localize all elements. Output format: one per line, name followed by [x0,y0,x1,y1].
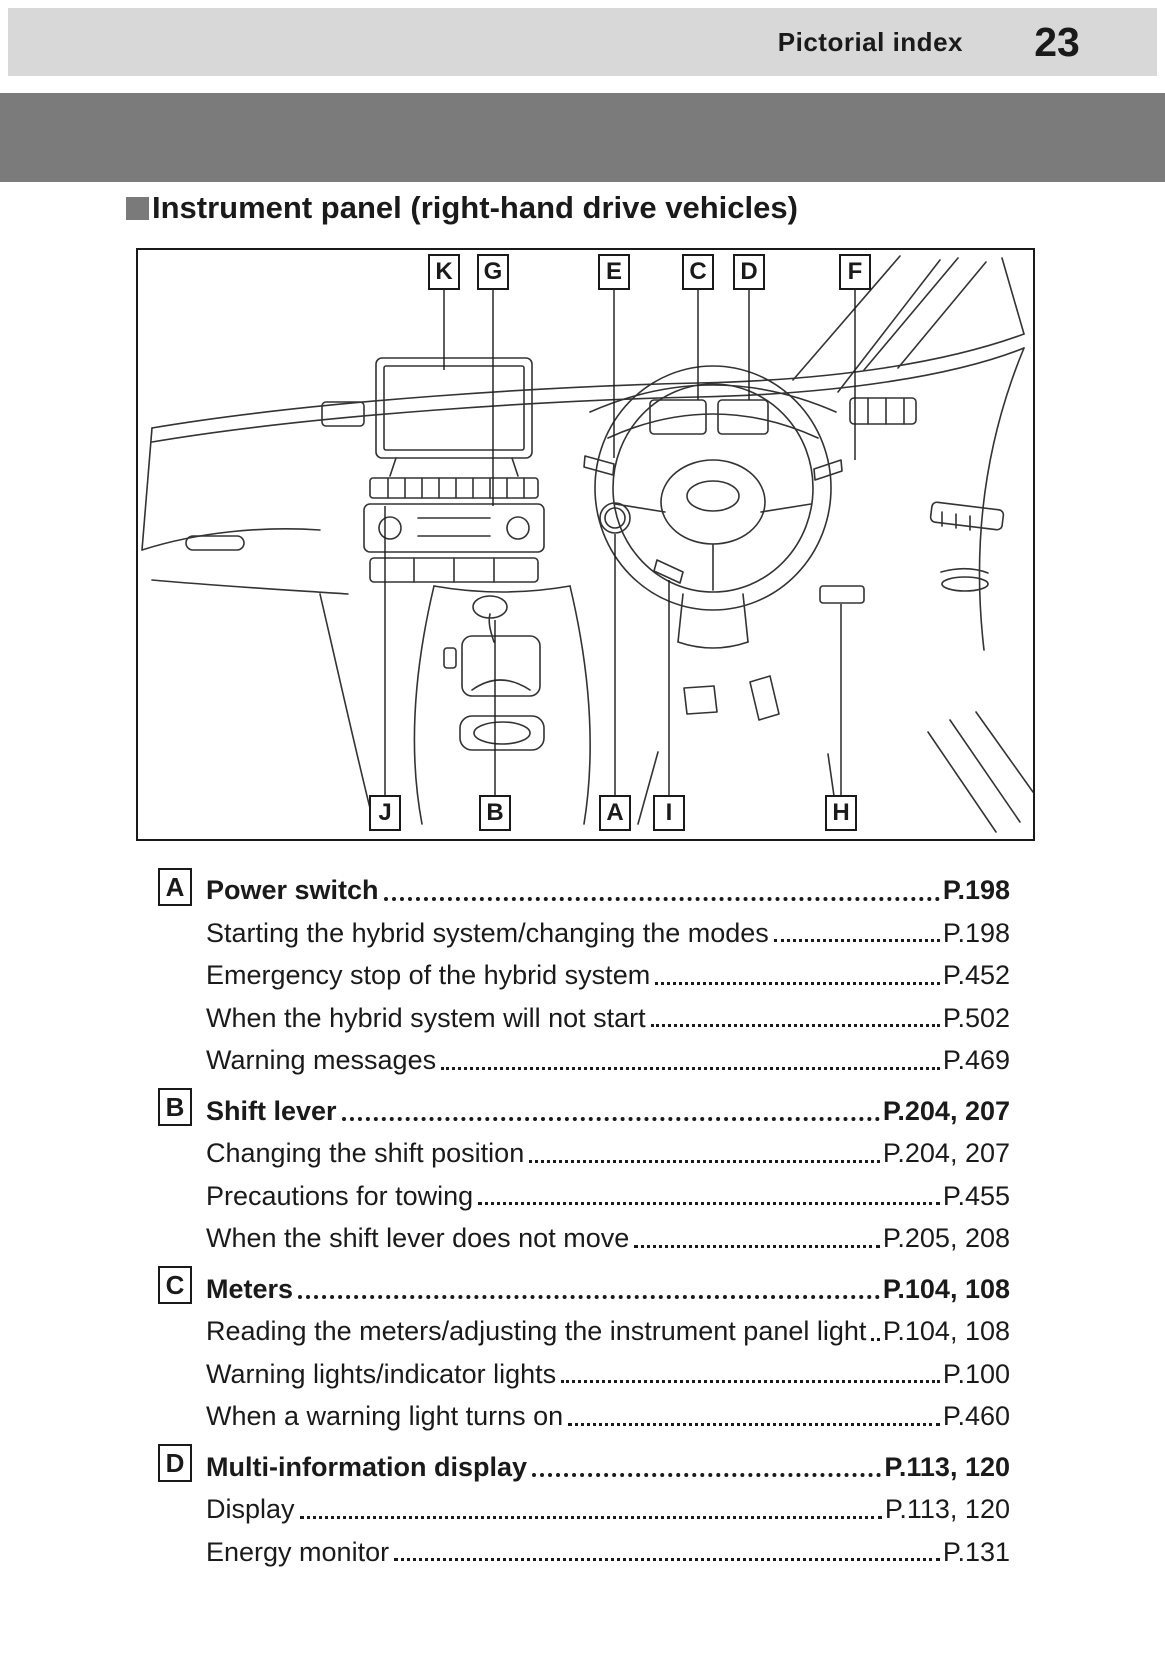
section-title: Power switch [206,875,379,906]
section-marker: A [158,868,192,906]
diagram-label-D: D [733,254,765,290]
section-marker: C [158,1266,192,1304]
diagram-label-G: G [477,254,509,290]
dot-leader [529,1160,880,1163]
page-number: 23 [1034,18,1080,65]
dot-leader [655,982,940,985]
section-title: Shift lever [206,1095,337,1126]
dot-leader [478,1202,940,1205]
sub-label: Emergency stop of the hybrid system [206,960,651,991]
index-sub-row [158,1526,1010,1569]
dot-leader [384,897,940,901]
section-marker: D [158,1444,192,1482]
dot-leader [532,1473,881,1477]
sub-label: Display [206,1494,295,1525]
index-section-row [158,864,1010,907]
sub-pages: P.452 [942,960,1010,991]
sub-pages: P.204, 207 [882,1138,1010,1169]
diagram-label-J: J [369,795,401,831]
sub-pages: P.469 [942,1045,1010,1076]
header-chapter-title: Pictorial index [777,26,963,57]
dot-leader [342,1117,880,1121]
sub-pages: P.460 [942,1401,1010,1432]
index-sub-row [158,1483,1010,1526]
sub-pages: P.131 [942,1536,1010,1567]
sub-label: Warning lights/indicator lights [206,1358,557,1389]
index-sub-row [158,1170,1010,1213]
section-pages: P.104, 108 [882,1273,1010,1304]
dot-leader [441,1067,940,1070]
sub-label: When the shift lever does not move [206,1223,630,1254]
dot-leader [774,939,940,942]
instrument-panel-illustration [138,250,1033,839]
dot-leader [561,1380,940,1383]
dot-leader [300,1516,882,1519]
diagram-label-A: A [599,795,631,831]
section-heading-text: Instrument panel (right-hand drive vehicles) [152,190,798,225]
sub-label: Reading the meters/adjusting the instrument panel light [206,1316,867,1347]
index-sub-row [158,1034,1010,1077]
dot-leader [634,1245,880,1248]
sub-label: When the hybrid system will not start [206,1002,646,1033]
section-marker: B [158,1088,192,1126]
sub-pages: P.113, 120 [884,1494,1010,1525]
sub-label: Changing the shift position [206,1138,525,1169]
diagram-label-H: H [825,795,857,831]
sub-pages: P.455 [942,1180,1010,1211]
index-section-row [158,1441,1010,1484]
index-section-row [158,1085,1010,1128]
section-pages: P.113, 120 [884,1451,1010,1482]
sub-label: Starting the hybrid system/changing the modes [206,917,769,948]
index-sub-row [158,1212,1010,1255]
index-sub-row [158,949,1010,992]
diagram-label-K: K [428,254,460,290]
diagram-label-B: B [479,795,511,831]
section-title: Meters [206,1273,294,1304]
index-sub-row [158,992,1010,1035]
diagram-label-C: C [682,254,714,290]
sub-label: Warning messages [206,1045,437,1076]
index-section-row [158,1263,1010,1306]
index-sub-row [158,1348,1010,1391]
diagram-frame [136,248,1035,841]
section-marker-icon [126,197,149,220]
index-sub-row [158,1127,1010,1170]
dot-leader [651,1024,940,1027]
diagram-label-E: E [598,254,630,290]
dot-leader [568,1423,940,1426]
index-sub-row [158,1305,1010,1348]
sub-label: When a warning light turns on [206,1401,564,1432]
page-header [8,8,1157,76]
sub-pages: P.205, 208 [882,1223,1010,1254]
sub-pages: P.198 [942,917,1010,948]
dot-leader [871,1338,879,1341]
dot-leader [394,1558,940,1561]
sub-label: Energy monitor [206,1536,390,1567]
section-title: Multi-information display [206,1451,527,1482]
sub-pages: P.502 [942,1002,1010,1033]
section-pages: P.198 [942,875,1010,906]
section-pages: P.204, 207 [882,1095,1010,1126]
diagram-label-I: I [653,795,685,831]
section-heading [126,190,798,226]
sub-label: Precautions for towing [206,1180,474,1211]
sub-pages: P.104, 108 [882,1316,1010,1347]
index-sub-row [158,907,1010,950]
chapter-tab-band [0,93,1165,182]
diagram-label-F: F [839,254,871,290]
dot-leader [298,1295,880,1299]
index-list [158,856,1010,1568]
index-sub-row [158,1390,1010,1433]
sub-pages: P.100 [942,1358,1010,1389]
